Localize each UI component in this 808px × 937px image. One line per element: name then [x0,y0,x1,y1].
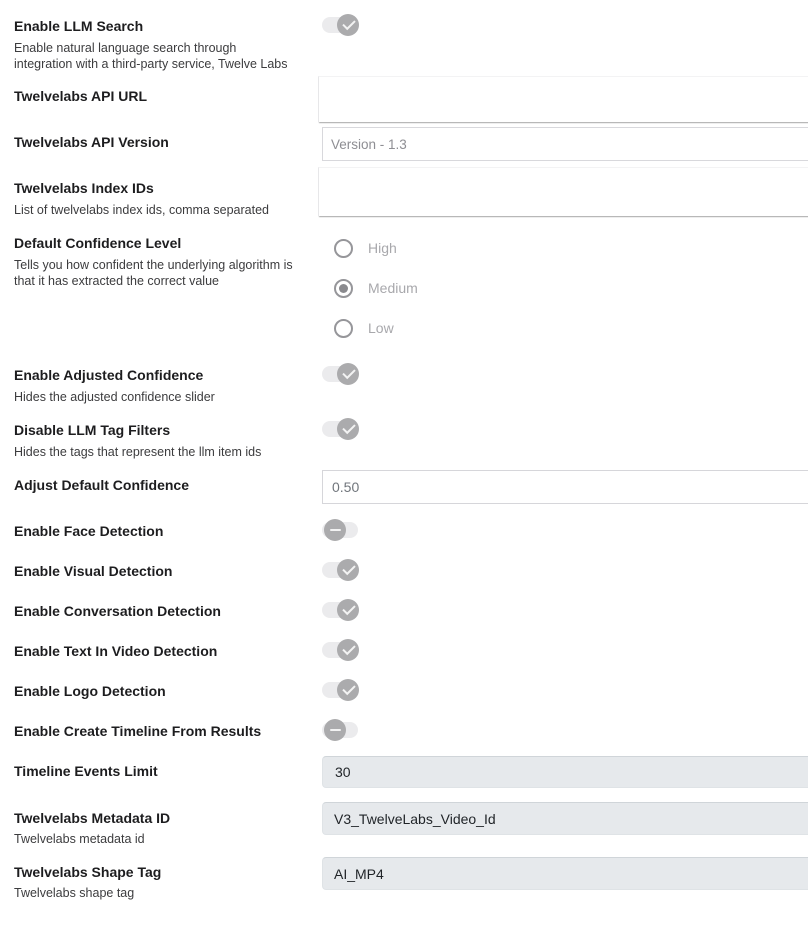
check-icon [337,559,359,581]
radio-selected-icon [334,279,353,298]
twelvelabs-api-url-input[interactable] [318,76,808,122]
radio-icon [334,319,353,338]
check-icon [337,599,359,621]
check-icon [337,14,359,36]
field-label-twelvelabs-index-ids: Twelvelabs Index IDs [14,180,154,196]
field-description-twelvelabs-metadata-id: Twelvelabs metadata id [14,832,145,846]
field-description-twelvelabs-index-ids: List of twelvelabs index ids, comma separated [14,203,269,217]
toggle-enable-face-detection[interactable] [322,519,360,541]
timeline-events-limit-input[interactable] [322,756,808,788]
adjust-default-confidence-input[interactable] [322,470,808,504]
check-icon [337,363,359,385]
field-label-disable-llm-tag-filters: Disable LLM Tag Filters [14,422,171,438]
toggle-enable-create-timeline-from-results[interactable] [322,719,360,741]
radio-option-medium[interactable] [334,278,418,298]
radio-option-high[interactable] [334,238,397,258]
field-description-enable-llm-search: Enable natural language search through integration with a third-party service, Twelve Labs [14,41,288,71]
radio-label-medium: Medium [368,280,418,296]
check-icon [337,639,359,661]
field-description-disable-llm-tag-filters: Hides the tags that represent the llm item ids [14,445,262,459]
field-label-enable-face-detection: Enable Face Detection [14,523,164,539]
field-label-twelvelabs-shape-tag: Twelvelabs Shape Tag [14,864,162,880]
dash-icon [324,719,346,741]
field-description-enable-adjusted-confidence: Hides the adjusted confidence slider [14,390,215,404]
field-description-twelvelabs-shape-tag: Twelvelabs shape tag [14,886,135,900]
radio-icon [334,239,353,258]
dash-icon [324,519,346,541]
radio-label-high: High [368,240,397,256]
twelvelabs-index-ids-input[interactable] [318,167,808,216]
twelvelabs-shape-tag-input[interactable] [322,857,808,890]
selected-api-version: Version - 1.3 [331,136,407,152]
field-label-timeline-events-limit: Timeline Events Limit [14,763,158,779]
toggle-enable-llm-search[interactable] [322,14,360,36]
field-label-enable-visual-detection: Enable Visual Detection [14,563,173,579]
field-label-enable-adjusted-confidence: Enable Adjusted Confidence [14,367,204,383]
field-label-twelvelabs-api-version: Twelvelabs API Version [14,134,169,150]
toggle-enable-conversation-detection[interactable] [322,599,360,621]
field-label-default-confidence-level: Default Confidence Level [14,235,182,251]
toggle-disable-llm-tag-filters[interactable] [322,418,360,440]
radio-label-low: Low [368,320,394,336]
check-icon [337,679,359,701]
toggle-enable-text-in-video-detection[interactable] [322,639,360,661]
field-label-enable-conversation-detection: Enable Conversation Detection [14,603,221,619]
toggle-enable-visual-detection[interactable] [322,559,360,581]
field-label-enable-llm-search: Enable LLM Search [14,18,144,34]
field-label-twelvelabs-api-url: Twelvelabs API URL [14,88,148,104]
check-icon [337,418,359,440]
field-label-enable-text-in-video-detection: Enable Text In Video Detection [14,643,218,659]
field-label-enable-logo-detection: Enable Logo Detection [14,683,166,699]
toggle-enable-adjusted-confidence[interactable] [322,363,360,385]
field-label-twelvelabs-metadata-id: Twelvelabs Metadata ID [14,810,171,826]
twelvelabs-api-version-select[interactable] [322,127,808,161]
radio-option-low[interactable] [334,318,394,338]
field-description-default-confidence-level: Tells you how confident the underlying algorithm is that it has extracted the correct value [14,258,293,288]
field-label-adjust-default-confidence: Adjust Default Confidence [14,477,190,493]
toggle-enable-logo-detection[interactable] [322,679,360,701]
field-label-enable-create-timeline-from-results: Enable Create Timeline From Results [14,723,262,739]
twelvelabs-metadata-id-input[interactable] [322,802,808,835]
